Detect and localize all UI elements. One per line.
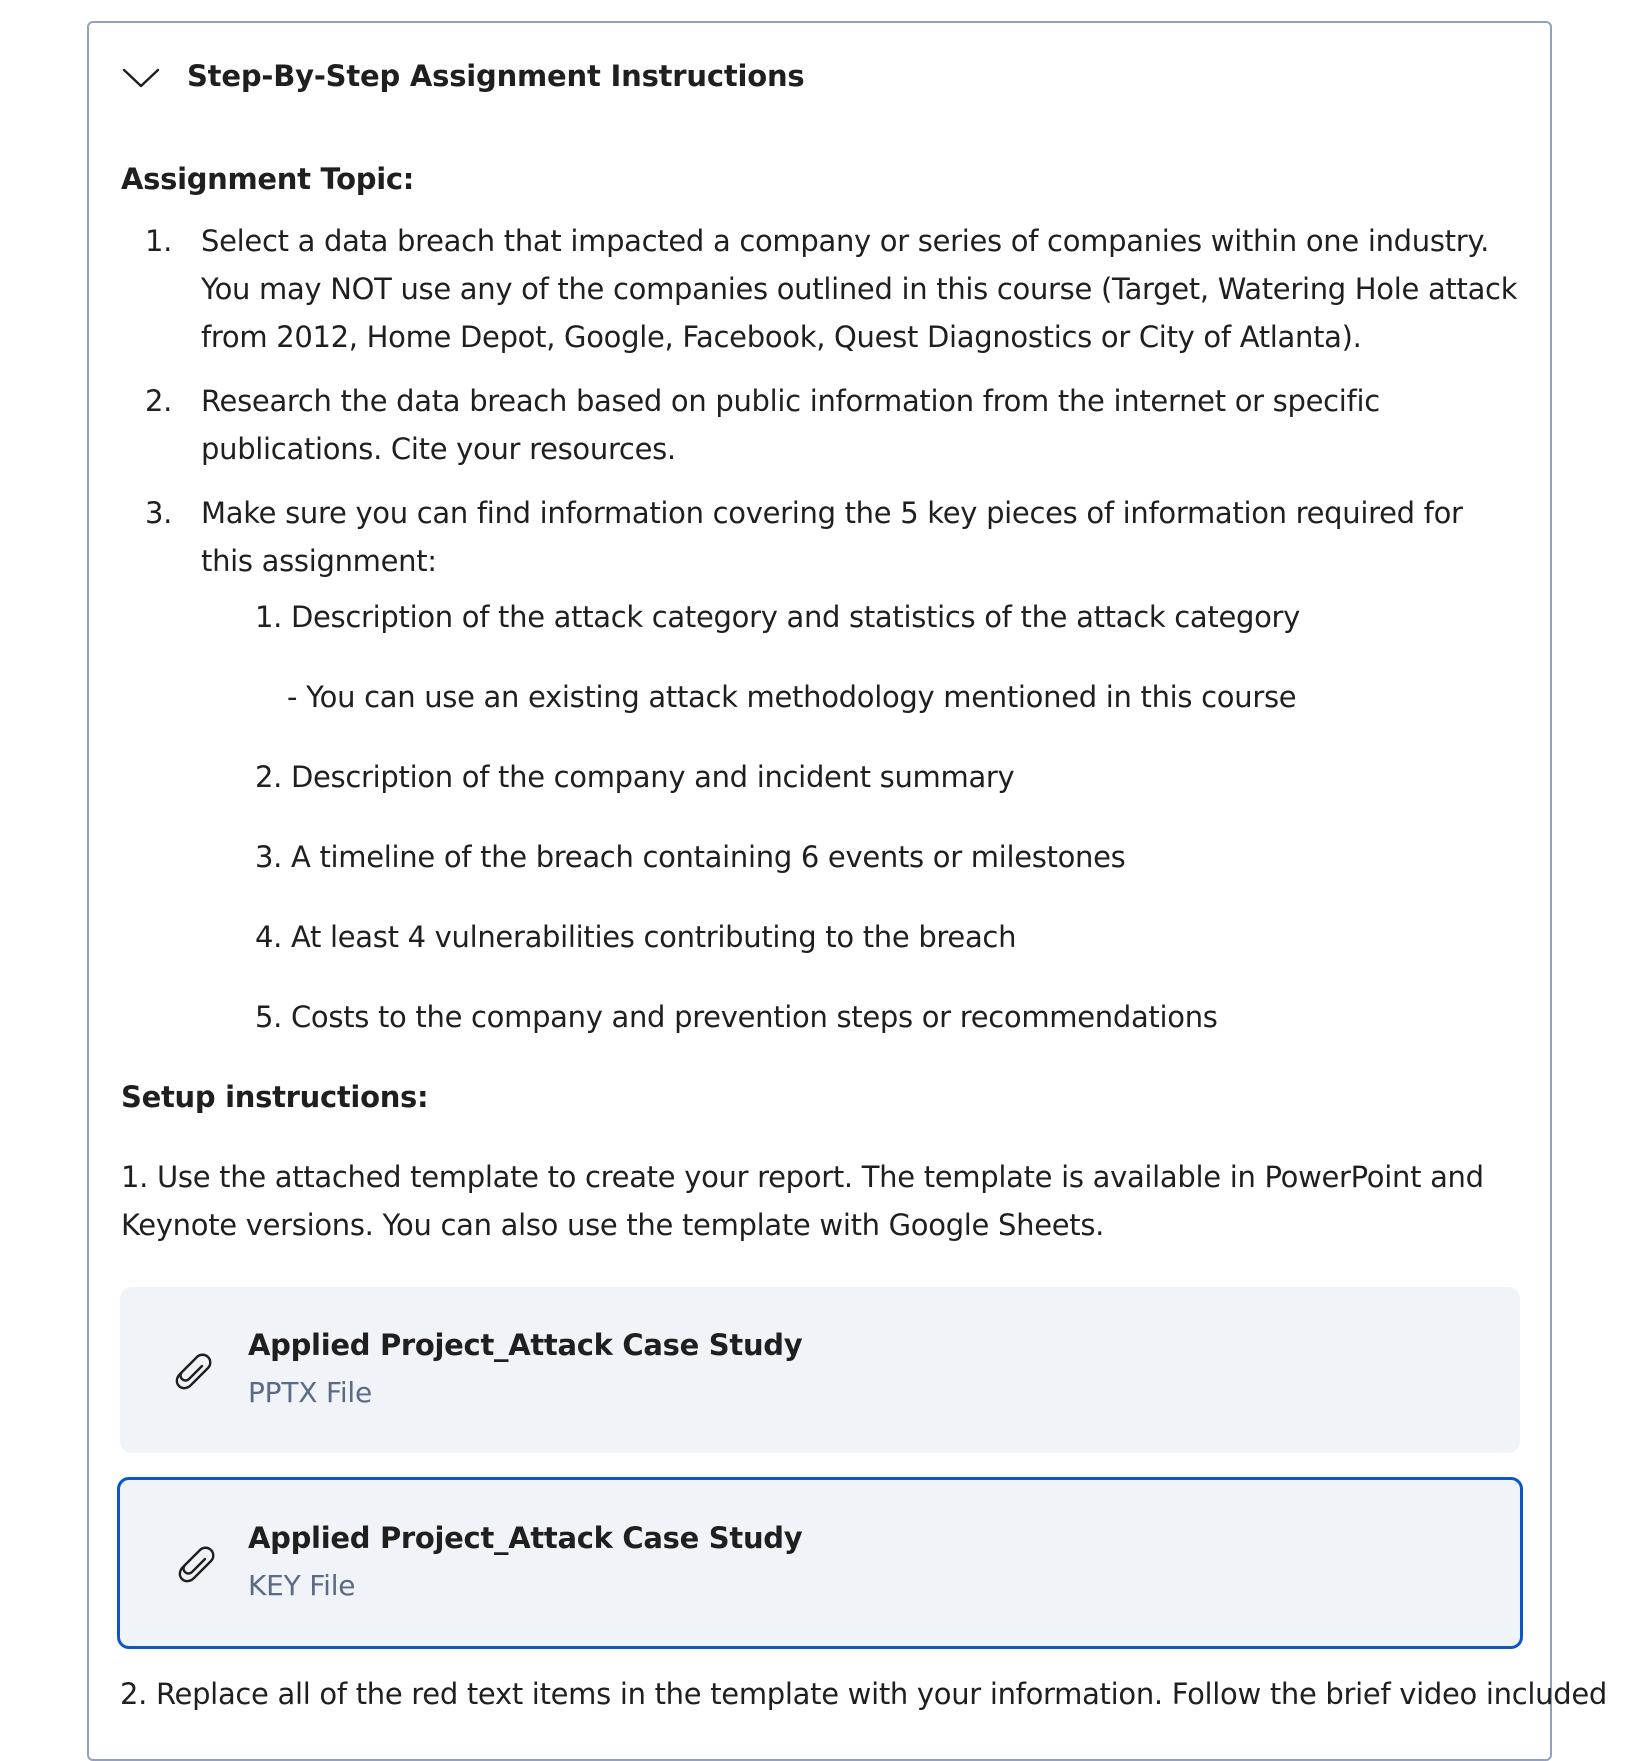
setup-step-1: 1. Use the attached template to create your report. The template is available in PowerPoint and Keynote versions. You can also use the template with Google Sheets. bbox=[121, 1160, 1484, 1242]
key-piece-item: 2. Description of the company and incident summary bbox=[255, 760, 1015, 794]
setup-step-2: 2. Replace all of the red text items in the template with your information. Follow the brief video included bbox=[120, 1677, 1607, 1711]
list-item bbox=[121, 489, 1521, 585]
panel-title: Step-By-Step Assignment Instructions bbox=[187, 59, 805, 93]
step-number: 1. bbox=[145, 224, 173, 258]
step-number: 3. bbox=[145, 496, 173, 530]
step-number: 2. bbox=[145, 384, 173, 418]
chevron-down-icon bbox=[121, 61, 161, 91]
topic-steps-list bbox=[121, 217, 1521, 585]
step-text: Select a data breach that impacted a company or series of companies within one industry. You may NOT use any of the companies outlined in this course (Target, Watering Hole attack from 2012, Home Depot, Google, Facebook, Quest Diagnostics or City of Atlanta). bbox=[201, 224, 1518, 354]
setup-instructions-heading: Setup instructions: bbox=[121, 1080, 429, 1114]
key-piece-item: 4. At least 4 vulnerabilities contributing to the breach bbox=[255, 920, 1017, 954]
key-pieces-list bbox=[121, 593, 1521, 1073]
attachment-info bbox=[248, 1322, 802, 1418]
assignment-topic-heading: Assignment Topic: bbox=[121, 162, 415, 196]
paperclip-icon bbox=[168, 1347, 214, 1393]
attachment-type: PPTX File bbox=[248, 1376, 373, 1409]
attachment-key[interactable] bbox=[117, 1477, 1523, 1649]
step-text: Make sure you can find information covering the 5 key pieces of information required for this assignment: bbox=[201, 496, 1463, 578]
key-piece-note: - You can use an existing attack methodology mentioned in this course bbox=[287, 680, 1297, 714]
list-item bbox=[121, 377, 1521, 473]
attachment-info bbox=[248, 1515, 802, 1611]
key-piece-item: 3. A timeline of the breach containing 6 events or milestones bbox=[255, 840, 1126, 874]
attachment-type: KEY File bbox=[248, 1569, 356, 1602]
attachment-name: Applied Project_Attack Case Study bbox=[248, 1521, 803, 1555]
attachment-pptx[interactable] bbox=[120, 1287, 1520, 1453]
list-item bbox=[121, 217, 1521, 361]
step-text: Research the data breach based on public information from the internet or specific publications. Cite your resources. bbox=[201, 384, 1380, 466]
paperclip-icon bbox=[171, 1540, 217, 1586]
instructions-content bbox=[121, 155, 1521, 1249]
instructions-toggle[interactable] bbox=[121, 51, 804, 101]
key-piece-item: 5. Costs to the company and prevention steps or recommendations bbox=[255, 1000, 1218, 1034]
key-piece-item: 1. Description of the attack category and statistics of the attack category bbox=[255, 600, 1301, 634]
attachment-name: Applied Project_Attack Case Study bbox=[248, 1328, 803, 1362]
